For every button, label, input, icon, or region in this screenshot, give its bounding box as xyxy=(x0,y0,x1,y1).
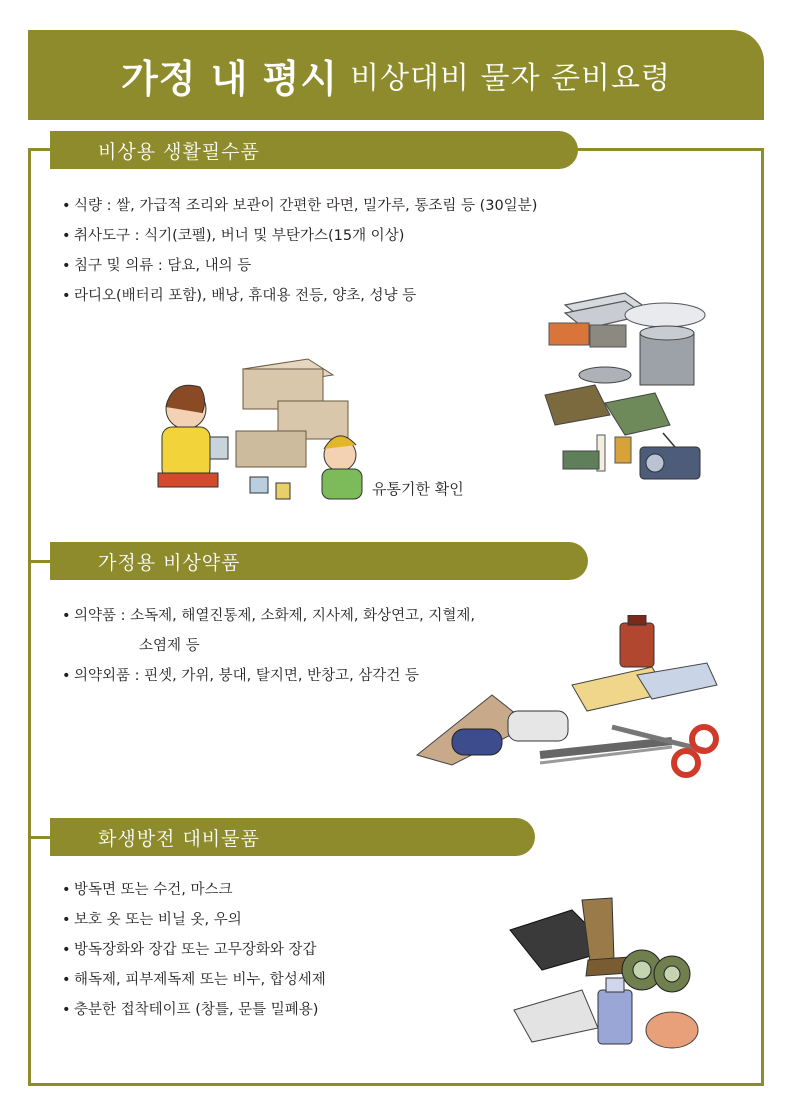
bullet: • xyxy=(62,1002,71,1018)
list-item xyxy=(62,281,537,311)
list-item-text: 충분한 접착테이프 (창틀, 문틀 밀폐용) xyxy=(74,1002,319,1018)
section-title-living-essentials: 비상용 생활필수품 xyxy=(50,131,578,169)
list-item xyxy=(62,191,537,221)
list-item-text: 의약품 : 소독제, 해열진통제, 소화제, 지사제, 화상연고, 지혈제, xyxy=(74,608,475,624)
bullet: • xyxy=(62,942,71,958)
section-title-household-medicine: 가정용 비상약품 xyxy=(50,542,588,580)
bullet: • xyxy=(62,198,71,214)
list-item-text: 침구 및 의류 : 담요, 내의 등 xyxy=(74,258,252,274)
list-item-continuation: 소염제 등 xyxy=(139,638,200,654)
bullet: • xyxy=(62,258,71,274)
list-item-text: 해독제, 피부제독제 또는 비누, 합성세제 xyxy=(74,972,326,988)
list-item-text: 라디오(배터리 포함), 배낭, 휴대용 전등, 양초, 성냥 등 xyxy=(74,288,417,304)
list-item-text: 식량 : 쌀, 가급적 조리와 보관이 간편한 라면, 밀가루, 통조림 등 (30일분) xyxy=(74,198,538,214)
bullet: • xyxy=(62,972,71,988)
bullet: • xyxy=(62,882,71,898)
list-item xyxy=(62,251,537,281)
list-item-text: 취사도구 : 식기(코펠), 버너 및 부탄가스(15개 이상) xyxy=(74,228,405,244)
bullet: • xyxy=(62,912,71,928)
bullet: • xyxy=(62,228,71,244)
list-item xyxy=(62,995,326,1025)
page-title-bold: 가정 내 평시 xyxy=(121,56,339,101)
bullet: • xyxy=(62,288,71,304)
cbrn-gear-illustration xyxy=(502,890,707,1060)
list-item-text: 의약외품 : 핀셋, 가위, 붕대, 탈지면, 반창고, 삼각건 등 xyxy=(74,668,419,684)
cbrn-supplies-list xyxy=(62,875,326,1025)
medical-supplies-illustration xyxy=(412,615,727,795)
list-item xyxy=(62,935,326,965)
section-tick xyxy=(28,148,52,151)
supplies-illustration xyxy=(535,285,725,490)
section-title-cbrn-supplies: 화생방전 대비물품 xyxy=(50,818,535,856)
family-checking-cans-illustration xyxy=(148,357,368,507)
list-item-text: 방독장화와 장갑 또는 고무장화와 장갑 xyxy=(74,942,317,958)
list-item-text: 방독면 또는 수건, 마스크 xyxy=(74,882,233,898)
bullet: • xyxy=(62,608,71,624)
page-header xyxy=(28,30,764,120)
page-title-normal: 비상대비 물자 준비요령 xyxy=(350,61,671,96)
living-essentials-list xyxy=(62,191,537,311)
bullet: • xyxy=(62,668,71,684)
list-item xyxy=(62,965,326,995)
list-item xyxy=(62,221,537,251)
frame-top-line xyxy=(575,148,764,151)
expiry-check-caption: 유통기한 확인 xyxy=(372,480,464,498)
list-item-text: 보호 옷 또는 비닐 옷, 우의 xyxy=(74,912,242,928)
list-item xyxy=(62,905,326,935)
section-tick xyxy=(28,836,52,839)
list-item xyxy=(62,875,326,905)
section-tick xyxy=(28,560,52,563)
